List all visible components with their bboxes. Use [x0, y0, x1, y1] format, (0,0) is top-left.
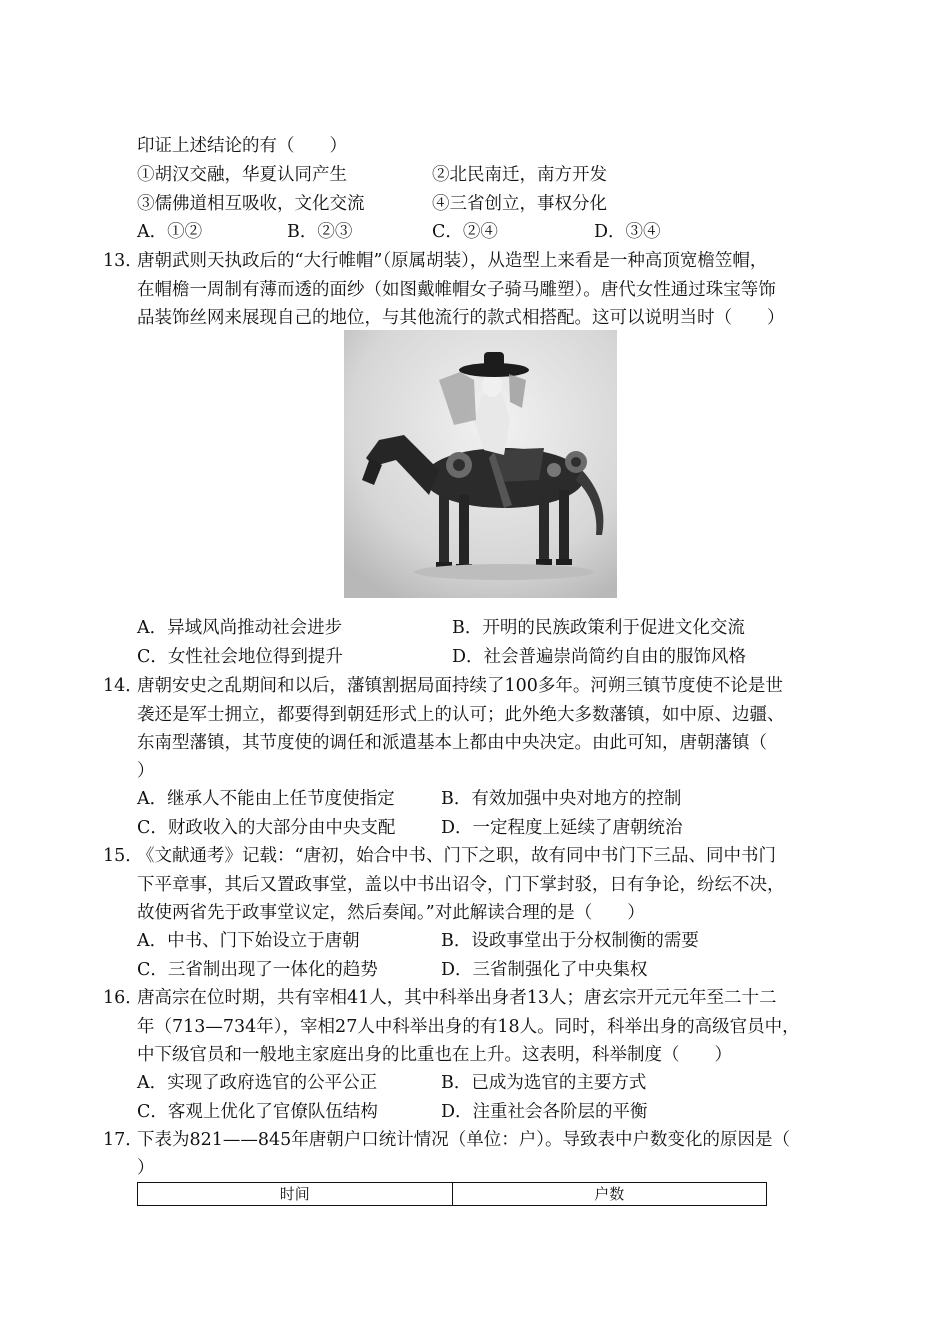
q12-statement-3: ③儒佛道相互吸收，文化交流 [137, 194, 365, 214]
q12-statement-2: ②北民南迁，南方开发 [432, 165, 607, 185]
q16-line-2: 年（713—734年），宰相27人中科举出身的有18人。同时，科举出身的高级官员中， [137, 1017, 800, 1037]
q13-choice-d[interactable]: D．社会普遍崇尚简约自由的服饰风格 [452, 647, 747, 667]
q17-line-1: 下表为821——845年唐朝户口统计情况（单位：户）。导致表中户数变化的原因是（ [137, 1130, 791, 1150]
q15-choice-b[interactable]: B．设政事堂出于分权制衡的需要 [441, 931, 699, 951]
q16-choice-c[interactable]: C．客观上优化了官僚队伍结构 [137, 1102, 378, 1122]
q16-choice-d[interactable]: D．注重社会各阶层的平衡 [441, 1102, 648, 1122]
q16-number: 16． [103, 988, 143, 1008]
q16-choice-b[interactable]: B．已成为选官的主要方式 [441, 1073, 647, 1093]
q15-choice-c[interactable]: C．三省制出现了一体化的趋势 [137, 960, 378, 980]
q14-line-2: 袭还是军士拥立，都要得到朝廷形式上的认可；此外绝大多数藩镇，如中原、边疆、 [137, 705, 785, 725]
q12-choice-a[interactable]: A．①② [137, 222, 203, 242]
q12-choice-b[interactable]: B．②③ [287, 222, 353, 242]
q13-choice-c[interactable]: C．女性社会地位得到提升 [137, 647, 343, 667]
q16-line-3: 中下级官员和一般地主家庭出身的比重也在上升。这表明，科举制度（ ） [137, 1045, 732, 1065]
q17-number: 17． [103, 1130, 143, 1150]
table-header-time: 时间 [279, 1185, 310, 1203]
q14-choice-c[interactable]: C．财政收入的大部分由中央支配 [137, 818, 396, 838]
q13-number: 13． [103, 251, 143, 271]
q14-choice-a[interactable]: A．继承人不能由上任节度使指定 [137, 789, 395, 809]
household-table [137, 1182, 767, 1206]
q13-line-2: 在帽檐一周制有薄而透的面纱（如图戴帷帽女子骑马雕塑）。唐代女性通过珠宝等饰 [137, 280, 776, 300]
q12-choice-c[interactable]: C．②④ [432, 222, 498, 242]
q13-line-3: 品装饰丝网来展现自己的地位，与其他流行的款式相搭配。这可以说明当时（ ） [137, 308, 785, 328]
q13-choice-b[interactable]: B．开明的民族政策利于促进文化交流 [452, 618, 745, 638]
q16-line-1: 唐高宗在位时期，共有宰相41人，其中科举出身者13人；唐玄宗开元元年至二十二 [137, 988, 777, 1008]
q15-line-2: 下平章事，其后又置政事堂，盖以中书出诏令，门下掌封驳，日有争论，纷纭不决， [137, 875, 785, 895]
q12-stem: 印证上述结论的有（ ） [137, 136, 347, 156]
q15-line-3: 故使两省先于政事堂议定，然后奏闻。”对此解读合理的是（ ） [137, 903, 645, 923]
q12-statement-1: ①胡汉交融，华夏认同产生 [137, 165, 347, 185]
q15-choice-a[interactable]: A．中书、门下始设立于唐朝 [137, 931, 360, 951]
q17-line-2: ） [137, 1158, 155, 1178]
q15-number: 15． [103, 846, 143, 866]
q12-choice-d[interactable]: D．③④ [594, 222, 661, 242]
q15-choice-d[interactable]: D．三省制强化了中央集权 [441, 960, 648, 980]
rider-figurine-photo [344, 330, 617, 598]
q13-choice-a[interactable]: A．异域风尚推动社会进步 [137, 618, 343, 638]
q14-choice-d[interactable]: D．一定程度上延续了唐朝统治 [441, 818, 683, 838]
q13-line-1: 唐朝武则天执政后的“大行帷帽”（原属胡装），从造型上来看是一种高顶宽檐笠帽， [137, 251, 768, 271]
q14-line-3: 东南型藩镇，其节度使的调任和派遣基本上都由中央决定。由此可知，唐朝藩镇（ [137, 733, 767, 753]
q14-line-4: ） [137, 761, 155, 781]
q16-choice-a[interactable]: A．实现了政府选官的公平公正 [137, 1073, 378, 1093]
q14-line-1: 唐朝安史之乱期间和以后，藩镇割据局面持续了100多年。河朔三镇节度使不论是世 [137, 676, 783, 696]
q15-line-1: 《文献通考》记载：“唐初，始合中书、门下之职，故有同中书门下三品、同中书门 [137, 846, 776, 866]
rider-figurine-illustration [344, 330, 617, 598]
q12-statement-4: ④三省创立，事权分化 [432, 194, 607, 214]
q14-choice-b[interactable]: B．有效加强中央对地方的控制 [441, 789, 682, 809]
table-header-households: 户数 [452, 1183, 767, 1205]
q14-number: 14． [103, 676, 143, 696]
